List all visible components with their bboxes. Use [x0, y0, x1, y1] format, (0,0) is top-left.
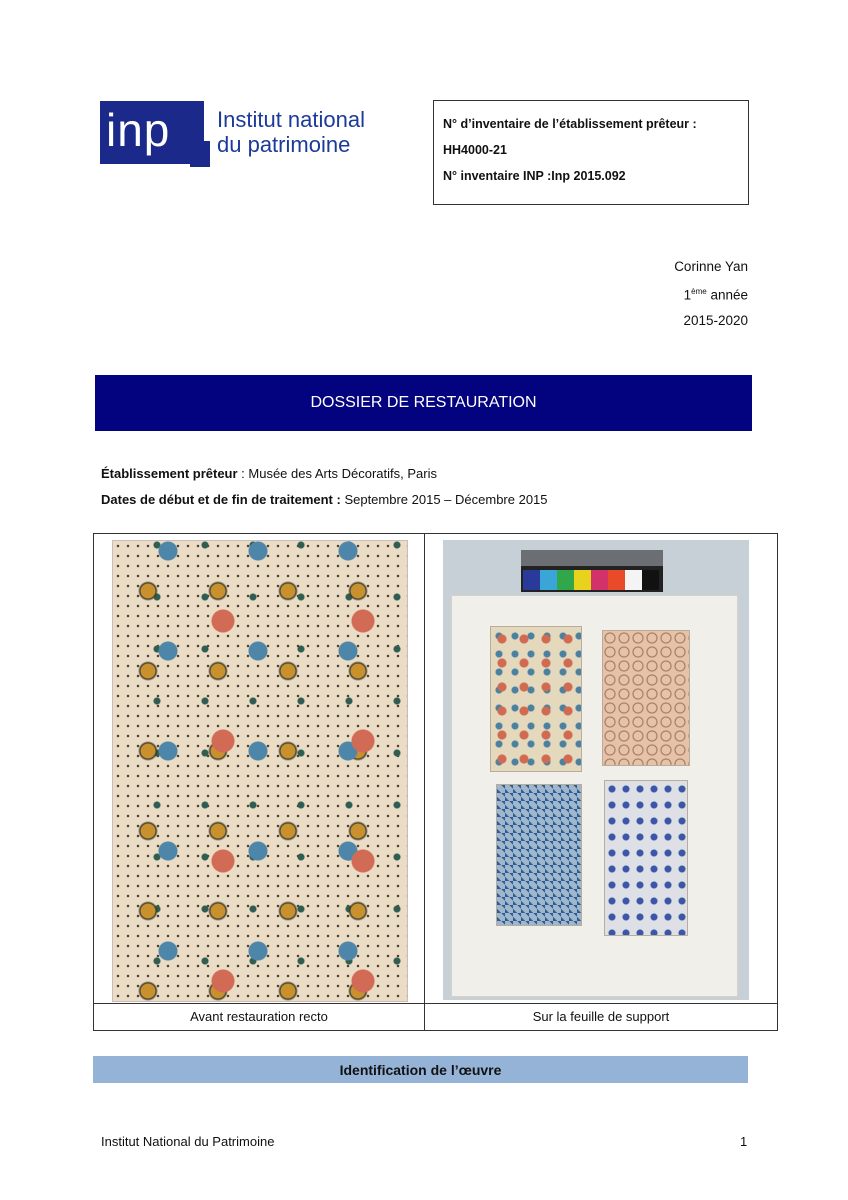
recto-photo — [112, 540, 408, 1002]
meta-block — [101, 461, 548, 513]
swatch-blue — [523, 570, 540, 590]
swatch-green — [557, 570, 574, 590]
lender-line — [101, 461, 548, 487]
recto-caption: Avant restauration recto — [190, 1009, 328, 1024]
swatch-black — [642, 570, 659, 590]
author-year-word: année — [706, 287, 748, 303]
author-year-number: 1 — [683, 287, 692, 303]
color-checker-swatches — [523, 570, 659, 590]
author-year — [674, 279, 748, 308]
inventory-inp-number: N° inventaire INP :Inp 2015.092 — [443, 169, 626, 183]
logo-mark-notch — [190, 141, 210, 167]
dossier-title: DOSSIER DE RESTAURATION — [310, 394, 537, 411]
swatch-magenta — [591, 570, 608, 590]
swatch-cyan — [540, 570, 557, 590]
dates-value: Septembre 2015 – Décembre 2015 — [340, 492, 548, 507]
dates-line — [101, 487, 548, 513]
author-name: Corinne Yan — [674, 259, 748, 274]
sample-blue-check — [496, 784, 582, 926]
author-period: 2015-2020 — [683, 312, 748, 328]
logo-mark-text: inp — [106, 104, 171, 156]
logo-wordmark — [217, 107, 365, 157]
support-caption: Sur la feuille de support — [532, 1009, 670, 1024]
lender-label: Établissement prêteur — [101, 466, 238, 481]
logo-line-1: Institut national — [217, 107, 365, 132]
author-block — [674, 254, 748, 333]
table-vertical-divider — [424, 534, 425, 1030]
logo-line-2: du patrimoine — [217, 132, 351, 157]
swatch-red — [608, 570, 625, 590]
swatch-white — [625, 570, 642, 590]
lender-separator: : — [237, 466, 249, 481]
dates-label: Dates de début et de fin de traitement : — [101, 492, 341, 507]
inventory-lender-label: N° d’inventaire de l’établissement prêteur : — [443, 117, 697, 131]
table-horizontal-divider — [94, 1003, 777, 1004]
page-number: 1 — [740, 1134, 748, 1149]
inventory-lender-number: HH4000-21 — [443, 143, 507, 157]
identification-heading — [93, 1056, 748, 1083]
photo-table — [93, 533, 778, 1031]
dossier-banner — [95, 375, 752, 431]
color-checker-scale — [521, 550, 663, 566]
sample-floral — [490, 626, 582, 772]
swatch-yellow — [574, 570, 591, 590]
lender-value: Musée des Arts Décoratifs, Paris — [248, 466, 437, 481]
support-sheet-photo — [443, 540, 749, 1000]
sample-pink-lattice — [602, 630, 690, 766]
color-checker — [521, 550, 663, 592]
inventory-box — [433, 100, 749, 205]
logo-mark — [100, 101, 204, 164]
footer-institution: Institut National du Patrimoine — [101, 1134, 275, 1149]
support-sheet — [451, 595, 738, 997]
inp-logo — [100, 101, 390, 167]
identification-title: Identification de l’œuvre — [339, 1061, 502, 1078]
sample-blue-motif — [604, 780, 688, 936]
author-year-suffix: ème — [691, 287, 707, 296]
